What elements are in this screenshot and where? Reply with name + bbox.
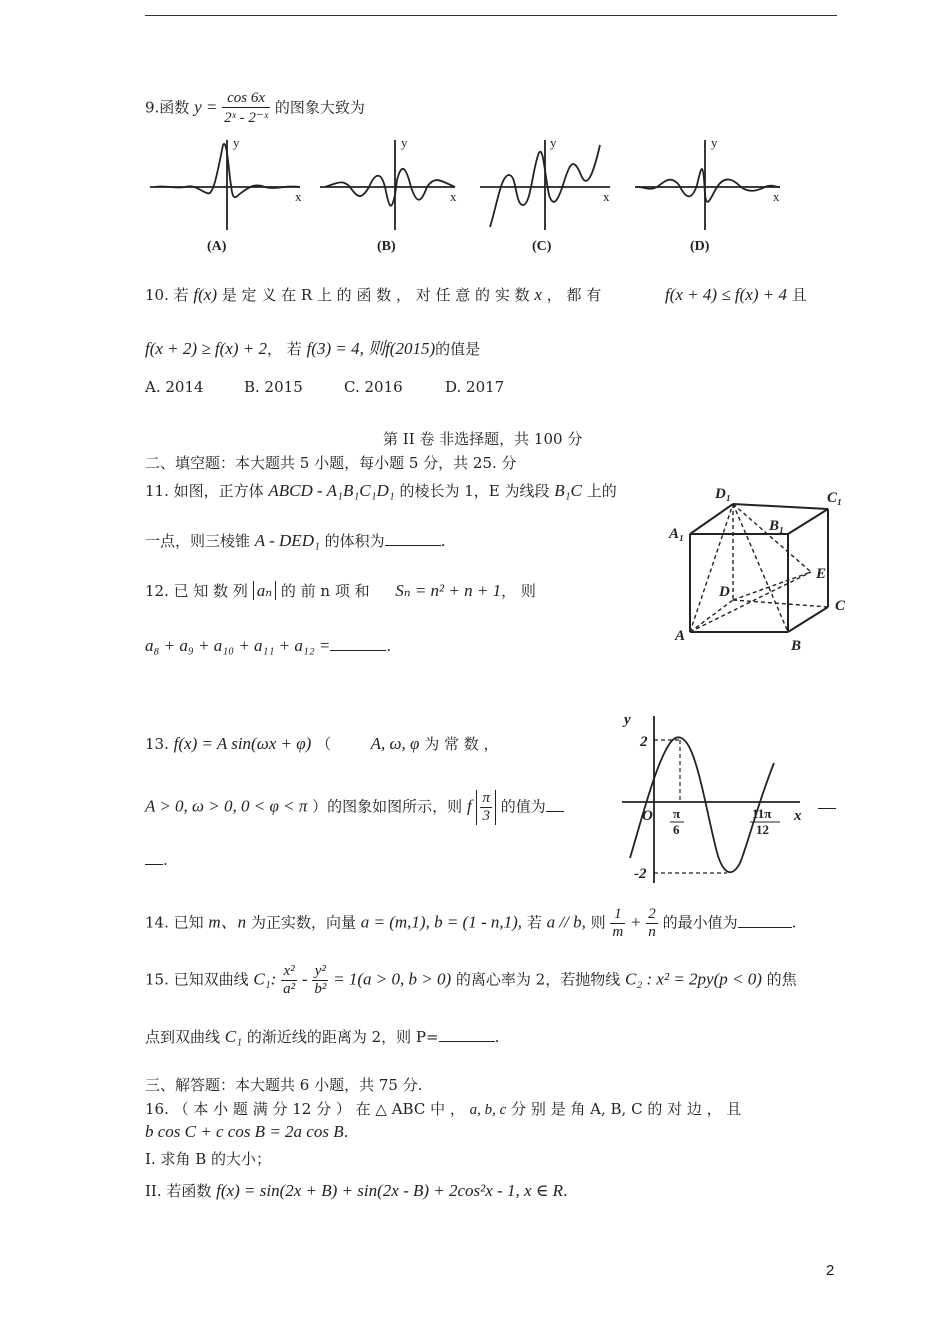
q15-line2: 点到双曲线 C₁ 的渐近线的距离为 2，则 P= .	[145, 1027, 500, 1046]
graph-b-y-label: y	[401, 135, 408, 150]
graph-a-x-label: x	[295, 189, 302, 204]
q10-choice-d: D. 2017	[445, 378, 505, 396]
q12-line1: 12. 已 知 数 列 aₙ 的 前 n 项 和 Sₙ = n² + n + 1， 则	[145, 581, 536, 600]
graph-d-x-label: x	[773, 189, 780, 204]
graph-b-x-label: x	[450, 189, 457, 204]
q13-blank-tail	[818, 808, 836, 809]
q13-graph-11pi12-den: 12	[756, 822, 769, 837]
q13-graph-y-label: y	[624, 712, 631, 728]
q10-line2: f(x + 2) ≥ f(x) + 2， 若 f(3) = 4, 则f(2015)的值是	[145, 339, 481, 358]
graph-d-curve	[637, 169, 780, 202]
option-b-label: (B)	[377, 239, 396, 254]
label-e: E	[816, 566, 827, 582]
q15-frac-x: $\frac{\text{x²}}{\text{a²}}$	[283, 963, 296, 997]
label-d: D	[719, 584, 730, 600]
q13-graph-11pi12-num: 11π	[752, 806, 772, 821]
q15-line1: 15. 已知双曲线 C₁: $\frac{\text{x²}}{\text{a²}}$ - $\frac{\text{y²}}{\text{b²}}$ = 1(a > 0, b > 0) 的离心率为 2，若抛物线 C₂ : x² = 2py(p < 0) 的焦	[145, 963, 797, 997]
q13-line3: .	[145, 851, 168, 869]
q10-ineq1: f(x + 4) ≤ f(x) + 4 且	[665, 285, 807, 304]
q13-graph-two: 2	[640, 734, 648, 750]
q12-line2: a₈ + a₉ + a₁₀ + a₁₁ + a₁₂ = .	[145, 636, 392, 655]
q9-stem: 9.函数 y = $\frac{\cos 6x}{\text{2ˣ - 2⁻ˣ}}$ 的图象大致为	[145, 90, 365, 126]
graph-c-y-label: y	[550, 135, 557, 150]
q13-line2: A > 0, ω > 0, 0 < φ < π ）的图象如图所示，则 f $\frac{\pi}{3}$ 的值为	[145, 790, 564, 825]
q14-line: 14. 已知 m、n 为正实数，向量 a = (m,1), b = (1 - n,1), 若 a // b, 则 $\frac{1}{m}$ + $\frac{2}{n}$ 的最小值为 .	[145, 906, 797, 940]
page-number: 2	[826, 1262, 835, 1279]
q16-part1: I. 求角 B 的大小；	[145, 1150, 272, 1168]
part2-title: 第 II 卷 非选择题，共 100 分	[383, 430, 583, 448]
section3-heading: 三、解答题：本大题共 6 小题，共 75 分.	[145, 1076, 423, 1094]
q14-frac-1: $\frac{1}{m}$	[612, 906, 624, 940]
q13-graph-origin: O	[642, 808, 653, 824]
q13-graph-neg-two: -2	[634, 866, 647, 882]
q13-graph	[622, 708, 812, 888]
q13-sine-curve	[630, 737, 774, 872]
graph-c-x-label: x	[603, 189, 610, 204]
option-d-label: (D)	[690, 239, 710, 254]
label-c: C	[835, 598, 846, 614]
graph-d-y-label: y	[711, 135, 718, 150]
label-b: B	[791, 638, 802, 654]
q16-part2: II. 若函数 f(x) = sin(2x + B) + sin(2x - B) + 2cos²x - 1, x ∈ R.	[145, 1181, 568, 1200]
cube-figure	[665, 482, 855, 657]
label-a: A	[675, 628, 686, 644]
label-a1: A₁	[669, 526, 685, 542]
q13-graph-x-label: x	[794, 808, 802, 824]
q13-fraction: $\frac{\pi}{3}$	[476, 790, 496, 825]
q9-fraction: $\frac{\cos 6x}{\text{2ˣ - 2⁻ˣ}}$	[224, 90, 269, 126]
q10-line1: 10. 若 f(x) 是 定 义 在 R 上 的 函 数 ， 对 任 意 的 实 数 x ， 都 有	[145, 285, 602, 304]
label-d1: D₁	[715, 486, 732, 502]
option-a-label: (A)	[207, 239, 227, 254]
q10-choice-a: A. 2014	[145, 378, 204, 396]
q15-frac-y: $\frac{\text{y²}}{\text{b²}}$	[314, 963, 327, 997]
header-rule	[145, 15, 837, 16]
q11-line1: 11. 如图，正方体 ABCD - A₁B₁C₁D₁ 的棱长为 1，E 为线段 B₁C 上的	[145, 481, 617, 500]
q14-frac-2: $\frac{2}{n}$	[648, 906, 656, 940]
q13-graph-pi6-den: 6	[673, 822, 680, 837]
option-c-label: (C)	[532, 239, 552, 254]
graph-a-y-label: y	[233, 135, 240, 150]
label-c1: C₁	[827, 490, 843, 506]
q10-choice-c: C. 2016	[344, 378, 403, 396]
q13-line1: 13. f(x) = A sin(ωx + φ) （ A, ω, φ 为 常 数 ，	[145, 734, 499, 753]
label-b1: B₁	[769, 518, 785, 534]
q13-graph-pi6-num: π	[673, 806, 681, 821]
q16-line1: 16. （ 本 小 题 满 分 12 分 ） 在 △ ABC 中 ， a, b, c 分 别 是 角 A, B, C 的 对 边 ， 且	[145, 1100, 742, 1118]
q10-choice-b: B. 2015	[244, 378, 303, 396]
q11-line2: 一点，则三棱锥 A - DED₁ 的体积为 .	[145, 531, 446, 550]
section2-heading: 二、填空题：本大题共 5 小题，每小题 5 分，共 25. 分	[145, 454, 517, 472]
q16-line2: b cos C + c cos B = 2a cos B.	[145, 1122, 349, 1141]
q9-graphs	[145, 135, 785, 260]
